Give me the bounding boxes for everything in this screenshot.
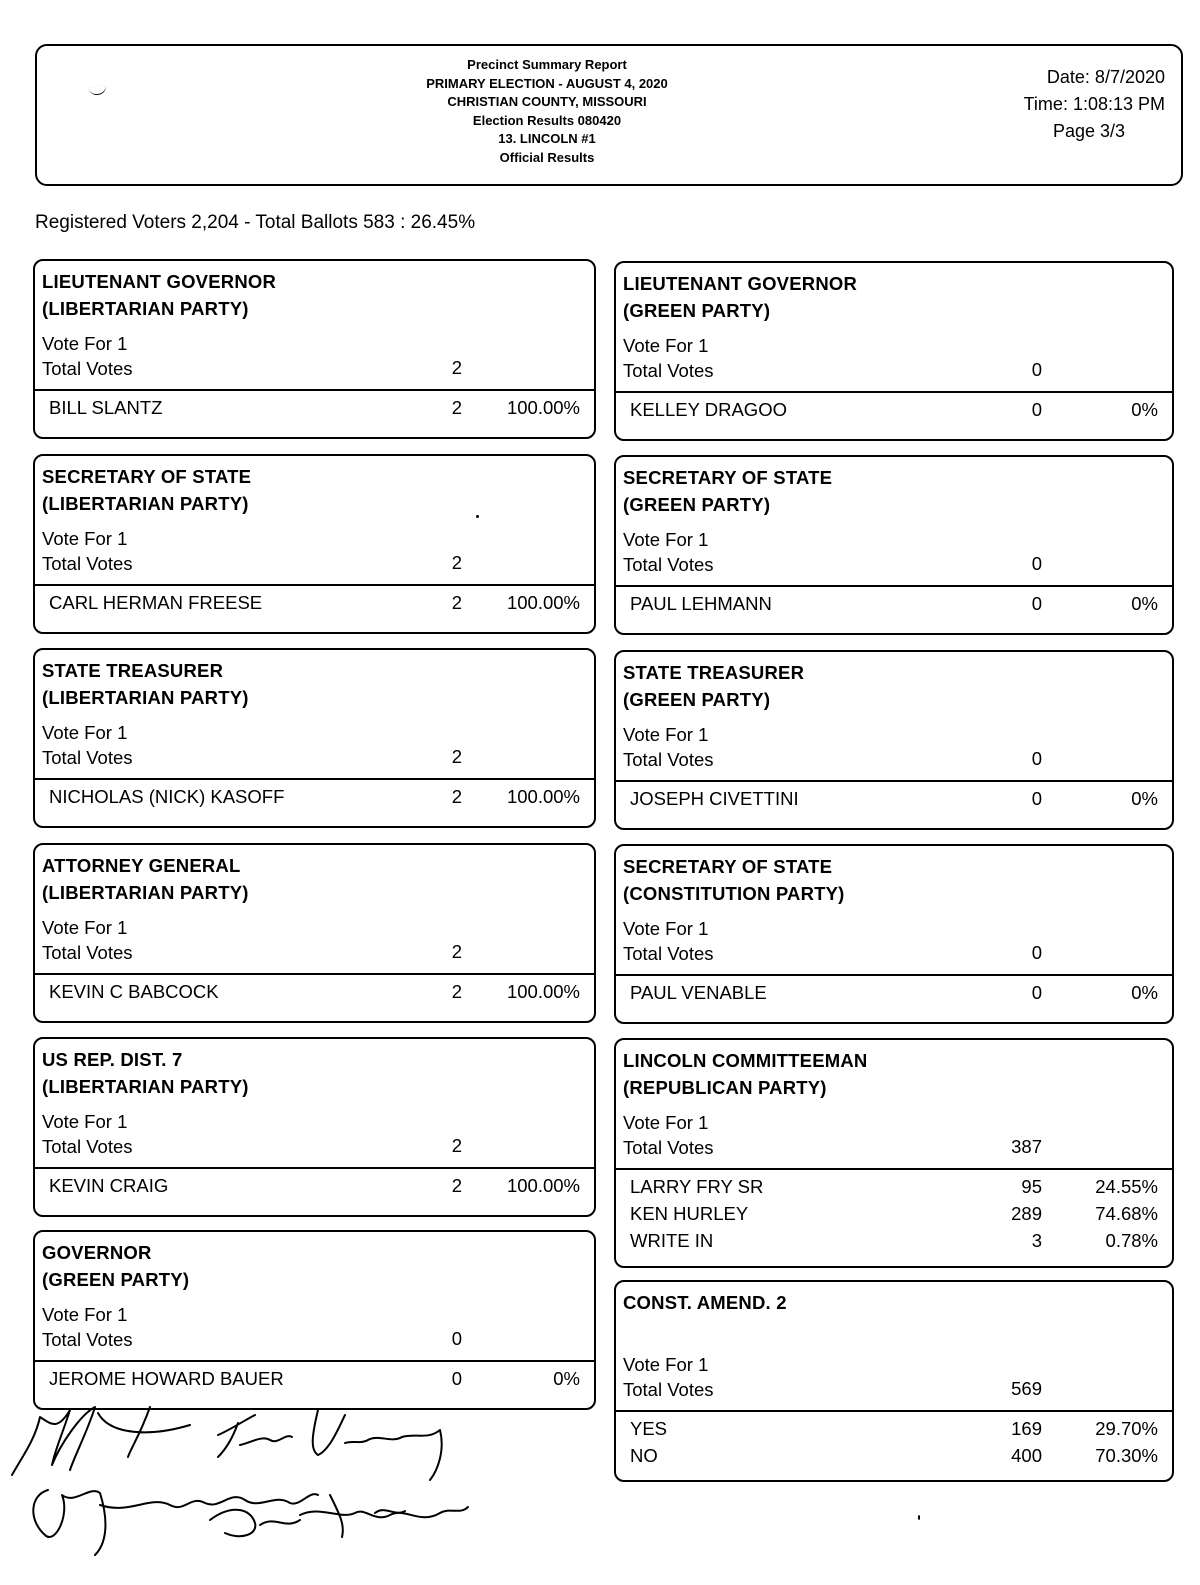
race-party: (LIBERTARIAN PARTY) bbox=[42, 493, 249, 514]
race-divider bbox=[616, 1168, 1172, 1170]
vote-for-block bbox=[623, 722, 714, 772]
vote-for-label: Vote For 1 bbox=[42, 1304, 128, 1325]
race-office: LIEUTENANT GOVERNOR bbox=[42, 271, 277, 292]
candidate-name: KELLEY DRAGOO bbox=[630, 399, 787, 420]
race-party: (GREEN PARTY) bbox=[42, 1269, 190, 1290]
candidate-row bbox=[49, 981, 580, 1007]
race-office: LINCOLN COMMITTEEMAN bbox=[623, 1050, 868, 1071]
total-votes-label: Total Votes bbox=[623, 749, 714, 770]
precinct-name: 13. LINCOLN #1 bbox=[498, 131, 596, 146]
race-divider bbox=[616, 780, 1172, 782]
race-title bbox=[623, 1047, 867, 1101]
total-votes-label: Total Votes bbox=[42, 553, 133, 574]
race-divider bbox=[616, 974, 1172, 976]
candidate-votes: 0 bbox=[1031, 593, 1042, 614]
vote-for-block bbox=[623, 916, 714, 966]
race-party: (GREEN PARTY) bbox=[623, 300, 771, 321]
race-party: (LIBERTARIAN PARTY) bbox=[42, 687, 249, 708]
signatures bbox=[0, 1395, 520, 1580]
vote-for-label: Vote For 1 bbox=[623, 529, 709, 550]
race-divider bbox=[35, 1167, 594, 1169]
vote-for-label: Vote For 1 bbox=[42, 1111, 128, 1132]
total-votes-label: Total Votes bbox=[42, 358, 133, 379]
report-time: Time: 1:08:13 PM bbox=[1023, 94, 1165, 114]
candidate-votes: 0 bbox=[451, 1368, 462, 1389]
vote-for-label: Vote For 1 bbox=[623, 335, 709, 356]
candidate-row bbox=[630, 1445, 1158, 1471]
candidate-name: PAUL LEHMANN bbox=[630, 593, 772, 614]
candidate-votes: 2 bbox=[451, 592, 462, 613]
candidate-name: PAUL VENABLE bbox=[630, 982, 767, 1003]
results-id: Election Results 080420 bbox=[472, 112, 622, 128]
race-office: CONST. AMEND. 2 bbox=[623, 1292, 787, 1313]
candidate-votes: 400 bbox=[1011, 1445, 1042, 1466]
total-votes-label: Total Votes bbox=[42, 1136, 133, 1157]
race-title bbox=[623, 853, 845, 907]
vote-for-label: Vote For 1 bbox=[623, 1354, 709, 1375]
race-divider bbox=[35, 973, 594, 975]
race-office: STATE TREASURER bbox=[42, 660, 224, 681]
total-votes-value: 0 bbox=[451, 1328, 462, 1349]
total-votes-label: Total Votes bbox=[623, 943, 714, 964]
race-box bbox=[614, 261, 1174, 441]
race-party: (GREEN PARTY) bbox=[623, 689, 771, 710]
total-votes-label: Total Votes bbox=[623, 360, 714, 381]
county-name: CHRISTIAN COUNTY, MISSOURI bbox=[447, 94, 647, 109]
vote-for-block bbox=[623, 333, 714, 383]
results-status: Official Results bbox=[499, 149, 595, 165]
race-divider bbox=[616, 585, 1172, 587]
race-title bbox=[42, 657, 249, 711]
vote-for-block bbox=[623, 1352, 714, 1402]
candidate-name: LARRY FRY SR bbox=[630, 1176, 764, 1197]
candidate-name: KEVIN CRAIG bbox=[49, 1175, 169, 1196]
race-party: (LIBERTARIAN PARTY) bbox=[42, 1076, 249, 1097]
candidate-percent: 100.00% bbox=[506, 397, 580, 418]
candidate-votes: 2 bbox=[451, 397, 462, 418]
race-office: SECRETARY OF STATE bbox=[623, 856, 833, 877]
race-box bbox=[33, 259, 596, 439]
vote-for-label: Vote For 1 bbox=[623, 1112, 709, 1133]
candidate-percent: 0% bbox=[1131, 982, 1158, 1003]
candidate-votes: 95 bbox=[1021, 1176, 1042, 1197]
race-divider bbox=[35, 1360, 594, 1362]
total-votes-value: 0 bbox=[1031, 359, 1042, 380]
race-title bbox=[623, 1289, 787, 1316]
candidate-percent: 24.55% bbox=[1095, 1176, 1158, 1197]
candidate-name: KEVIN C BABCOCK bbox=[49, 981, 219, 1002]
candidate-percent: 100.00% bbox=[506, 981, 580, 1002]
race-title bbox=[623, 464, 832, 518]
candidate-name: JEROME HOWARD BAUER bbox=[49, 1368, 284, 1389]
vote-for-block bbox=[42, 1109, 133, 1159]
candidate-percent: 29.70% bbox=[1095, 1418, 1158, 1439]
candidate-row bbox=[49, 786, 580, 812]
total-votes-label: Total Votes bbox=[42, 1329, 133, 1350]
candidate-percent: 0.78% bbox=[1105, 1230, 1158, 1251]
total-votes-value: 2 bbox=[451, 941, 462, 962]
candidate-percent: 74.68% bbox=[1095, 1203, 1158, 1224]
candidate-votes: 3 bbox=[1031, 1230, 1042, 1251]
total-votes-label: Total Votes bbox=[623, 554, 714, 575]
scan-speck bbox=[918, 1515, 920, 1520]
total-votes-value: 2 bbox=[451, 552, 462, 573]
page-number: Page 3/3 bbox=[1052, 121, 1125, 141]
race-office: GOVERNOR bbox=[42, 1242, 152, 1263]
race-title bbox=[42, 1046, 249, 1100]
candidate-name: KEN HURLEY bbox=[630, 1203, 749, 1224]
race-office: LIEUTENANT GOVERNOR bbox=[623, 273, 858, 294]
race-party: (LIBERTARIAN PARTY) bbox=[42, 298, 249, 319]
candidate-percent: 70.30% bbox=[1095, 1445, 1158, 1466]
total-votes-label: Total Votes bbox=[42, 942, 133, 963]
candidate-percent: 100.00% bbox=[506, 1175, 580, 1196]
race-office: US REP. DIST. 7 bbox=[42, 1049, 183, 1070]
registered-voters-line: Registered Voters 2,204 - Total Ballots 583 : 26.45% bbox=[35, 212, 476, 233]
vote-for-block bbox=[42, 915, 133, 965]
race-box bbox=[614, 844, 1174, 1024]
total-votes-label: Total Votes bbox=[623, 1137, 714, 1158]
candidate-row bbox=[49, 592, 580, 618]
vote-for-label: Vote For 1 bbox=[42, 333, 128, 354]
vote-for-label: Vote For 1 bbox=[42, 917, 128, 938]
candidate-row bbox=[630, 1203, 1158, 1229]
total-votes-label: Total Votes bbox=[42, 747, 133, 768]
candidate-name: BILL SLANTZ bbox=[49, 397, 163, 418]
race-box bbox=[33, 1037, 596, 1217]
candidate-votes: 289 bbox=[1011, 1203, 1042, 1224]
candidate-row bbox=[630, 1418, 1158, 1444]
scan-speck bbox=[476, 515, 479, 518]
vote-for-block bbox=[623, 527, 714, 577]
candidate-name: WRITE IN bbox=[630, 1230, 714, 1251]
race-divider bbox=[35, 389, 594, 391]
total-votes-value: 2 bbox=[451, 357, 462, 378]
candidate-votes: 2 bbox=[451, 786, 462, 807]
race-box bbox=[33, 648, 596, 828]
report-title-block bbox=[347, 56, 747, 167]
candidate-name: JOSEPH CIVETTINI bbox=[630, 788, 799, 809]
pen-mark bbox=[88, 84, 107, 97]
total-votes-value: 2 bbox=[451, 1135, 462, 1156]
candidate-row bbox=[630, 788, 1158, 814]
race-office: SECRETARY OF STATE bbox=[623, 467, 833, 488]
candidate-row bbox=[49, 1368, 580, 1394]
total-votes-value: 569 bbox=[1011, 1378, 1042, 1399]
vote-for-block bbox=[42, 720, 133, 770]
race-office: STATE TREASURER bbox=[623, 662, 805, 683]
candidate-votes: 0 bbox=[1031, 788, 1042, 809]
candidate-percent: 100.00% bbox=[506, 592, 580, 613]
vote-for-label: Vote For 1 bbox=[623, 918, 709, 939]
race-party: (GREEN PARTY) bbox=[623, 494, 771, 515]
total-votes-value: 0 bbox=[1031, 942, 1042, 963]
total-votes-value: 0 bbox=[1031, 553, 1042, 574]
vote-for-block bbox=[623, 1110, 714, 1160]
race-office: SECRETARY OF STATE bbox=[42, 466, 252, 487]
total-votes-value: 0 bbox=[1031, 748, 1042, 769]
election-name: PRIMARY ELECTION - AUGUST 4, 2020 bbox=[426, 75, 668, 91]
candidate-row bbox=[630, 399, 1158, 425]
candidate-votes: 0 bbox=[1031, 982, 1042, 1003]
race-box bbox=[614, 455, 1174, 635]
signature-drawing bbox=[0, 1395, 520, 1580]
race-party: (REPUBLICAN PARTY) bbox=[623, 1077, 827, 1098]
total-votes-label: Total Votes bbox=[623, 1379, 714, 1400]
report-header bbox=[35, 44, 1183, 186]
race-box bbox=[33, 1230, 596, 1410]
candidate-percent: 0% bbox=[1131, 788, 1158, 809]
total-votes-value: 387 bbox=[1011, 1136, 1042, 1157]
race-divider bbox=[616, 1410, 1172, 1412]
vote-for-block bbox=[42, 526, 133, 576]
candidate-row bbox=[630, 593, 1158, 619]
candidate-votes: 2 bbox=[451, 981, 462, 1002]
race-box bbox=[614, 1280, 1174, 1482]
candidate-row bbox=[49, 397, 580, 423]
race-title bbox=[42, 852, 249, 906]
vote-for-block bbox=[42, 1302, 133, 1352]
candidate-row bbox=[49, 1175, 580, 1201]
vote-for-label: Vote For 1 bbox=[623, 724, 709, 745]
race-party: (LIBERTARIAN PARTY) bbox=[42, 882, 249, 903]
report-meta bbox=[1024, 64, 1165, 145]
race-party: (CONSTITUTION PARTY) bbox=[623, 883, 845, 904]
total-votes-value: 2 bbox=[451, 746, 462, 767]
candidate-percent: 100.00% bbox=[506, 786, 580, 807]
race-title bbox=[623, 270, 857, 324]
candidate-row bbox=[630, 1176, 1158, 1202]
candidate-votes: 169 bbox=[1011, 1418, 1042, 1439]
race-title bbox=[42, 268, 276, 322]
vote-for-label: Vote For 1 bbox=[42, 722, 128, 743]
race-box bbox=[614, 1038, 1174, 1268]
report-date: Date: 8/7/2020 bbox=[1046, 67, 1165, 87]
race-title bbox=[623, 659, 804, 713]
race-box bbox=[33, 454, 596, 634]
candidate-votes: 2 bbox=[451, 1175, 462, 1196]
race-divider bbox=[35, 778, 594, 780]
vote-for-block bbox=[42, 331, 133, 381]
candidate-name: YES bbox=[630, 1418, 668, 1439]
race-title bbox=[42, 463, 251, 517]
candidate-row bbox=[630, 982, 1158, 1008]
race-divider bbox=[616, 391, 1172, 393]
candidate-row bbox=[630, 1230, 1158, 1256]
candidate-name: NO bbox=[630, 1445, 658, 1466]
candidate-name: CARL HERMAN FREESE bbox=[49, 592, 263, 613]
candidate-percent: 0% bbox=[1131, 399, 1158, 420]
race-divider bbox=[35, 584, 594, 586]
candidate-percent: 0% bbox=[553, 1368, 580, 1389]
race-box bbox=[614, 650, 1174, 830]
candidate-votes: 0 bbox=[1031, 399, 1042, 420]
race-title bbox=[42, 1239, 189, 1293]
race-office: ATTORNEY GENERAL bbox=[42, 855, 241, 876]
vote-for-label: Vote For 1 bbox=[42, 528, 128, 549]
candidate-name: NICHOLAS (NICK) KASOFF bbox=[49, 786, 285, 807]
candidate-percent: 0% bbox=[1131, 593, 1158, 614]
report-title: Precinct Summary Report bbox=[467, 57, 627, 72]
race-box bbox=[33, 843, 596, 1023]
